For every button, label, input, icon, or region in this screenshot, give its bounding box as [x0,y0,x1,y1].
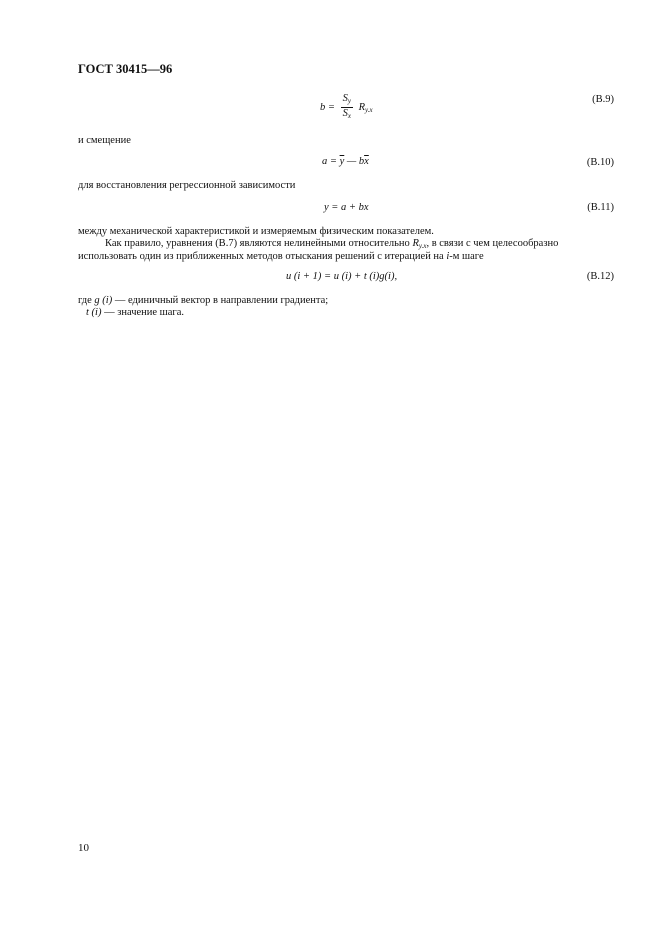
equation-number-b9: (B.9) [592,94,614,105]
eq9-numerator [341,93,353,108]
eq9-r-symbol: R [358,101,365,113]
text-offset-intro: и смещение [78,135,131,146]
para-r-subscript: y.x [418,242,427,250]
where-line-2 [86,306,184,319]
equation-number-b12: (B.12) [586,271,614,282]
where-g-symbol: g (i) [94,295,113,306]
eq9-lhs: b = [320,101,335,113]
text-regression-intro: для восстановления регрессионной зависимости [78,180,296,191]
eq10-x-mean: $\overline{x}$ [364,156,369,167]
eq10-y-mean: $\overline{y}$ [339,156,345,167]
eq10-lhs: a = [322,156,340,167]
eq10-minus-b: — b [344,156,365,167]
equation-number-b11: (B.11) [587,202,614,213]
equation-b9 [320,93,373,122]
eq9-r-subscript: y.x [365,105,373,114]
where-g-description: — единичный вектор в направлении градиента; [112,295,329,306]
eq9-num-subscript: y [347,97,351,105]
para-line1-tail: , в связи с чем целесообразно [426,238,559,249]
eq9-den-symbol: S [342,108,348,119]
para-r-symbol: R [412,238,419,249]
paragraph-line-2 [78,250,484,263]
para-line1-text: Как правило, уравнения (В.7) являются нелинейными относительно [105,238,413,249]
page-number: 10 [78,842,89,854]
eq9-denominator [341,108,353,122]
where-t-description: — значение шага. [101,307,185,318]
document-header: ГОСТ 30415—96 [78,62,173,76]
where-prefix: где [78,295,95,306]
eq9-num-symbol: S [342,93,348,104]
text-between: между механической характеристикой и измеряемым физическим показателем. [78,226,434,237]
para-i-symbol: i [446,251,450,262]
eq9-den-subscript: x [347,112,351,120]
eq9-fraction [341,93,353,122]
where-t-symbol: t (i) [86,307,102,318]
para-line2-text: использовать один из приближенных методов отыскания решений с итерацией на [78,251,447,262]
para-line2-tail: -м шаге [449,251,484,262]
equation-b11: y = a + bx [324,202,369,213]
equation-number-b10: (B.10) [586,157,614,168]
equation-b10 [322,156,369,167]
equation-b12: u (i + 1) = u (i) + t (i)g(i), [286,271,398,282]
